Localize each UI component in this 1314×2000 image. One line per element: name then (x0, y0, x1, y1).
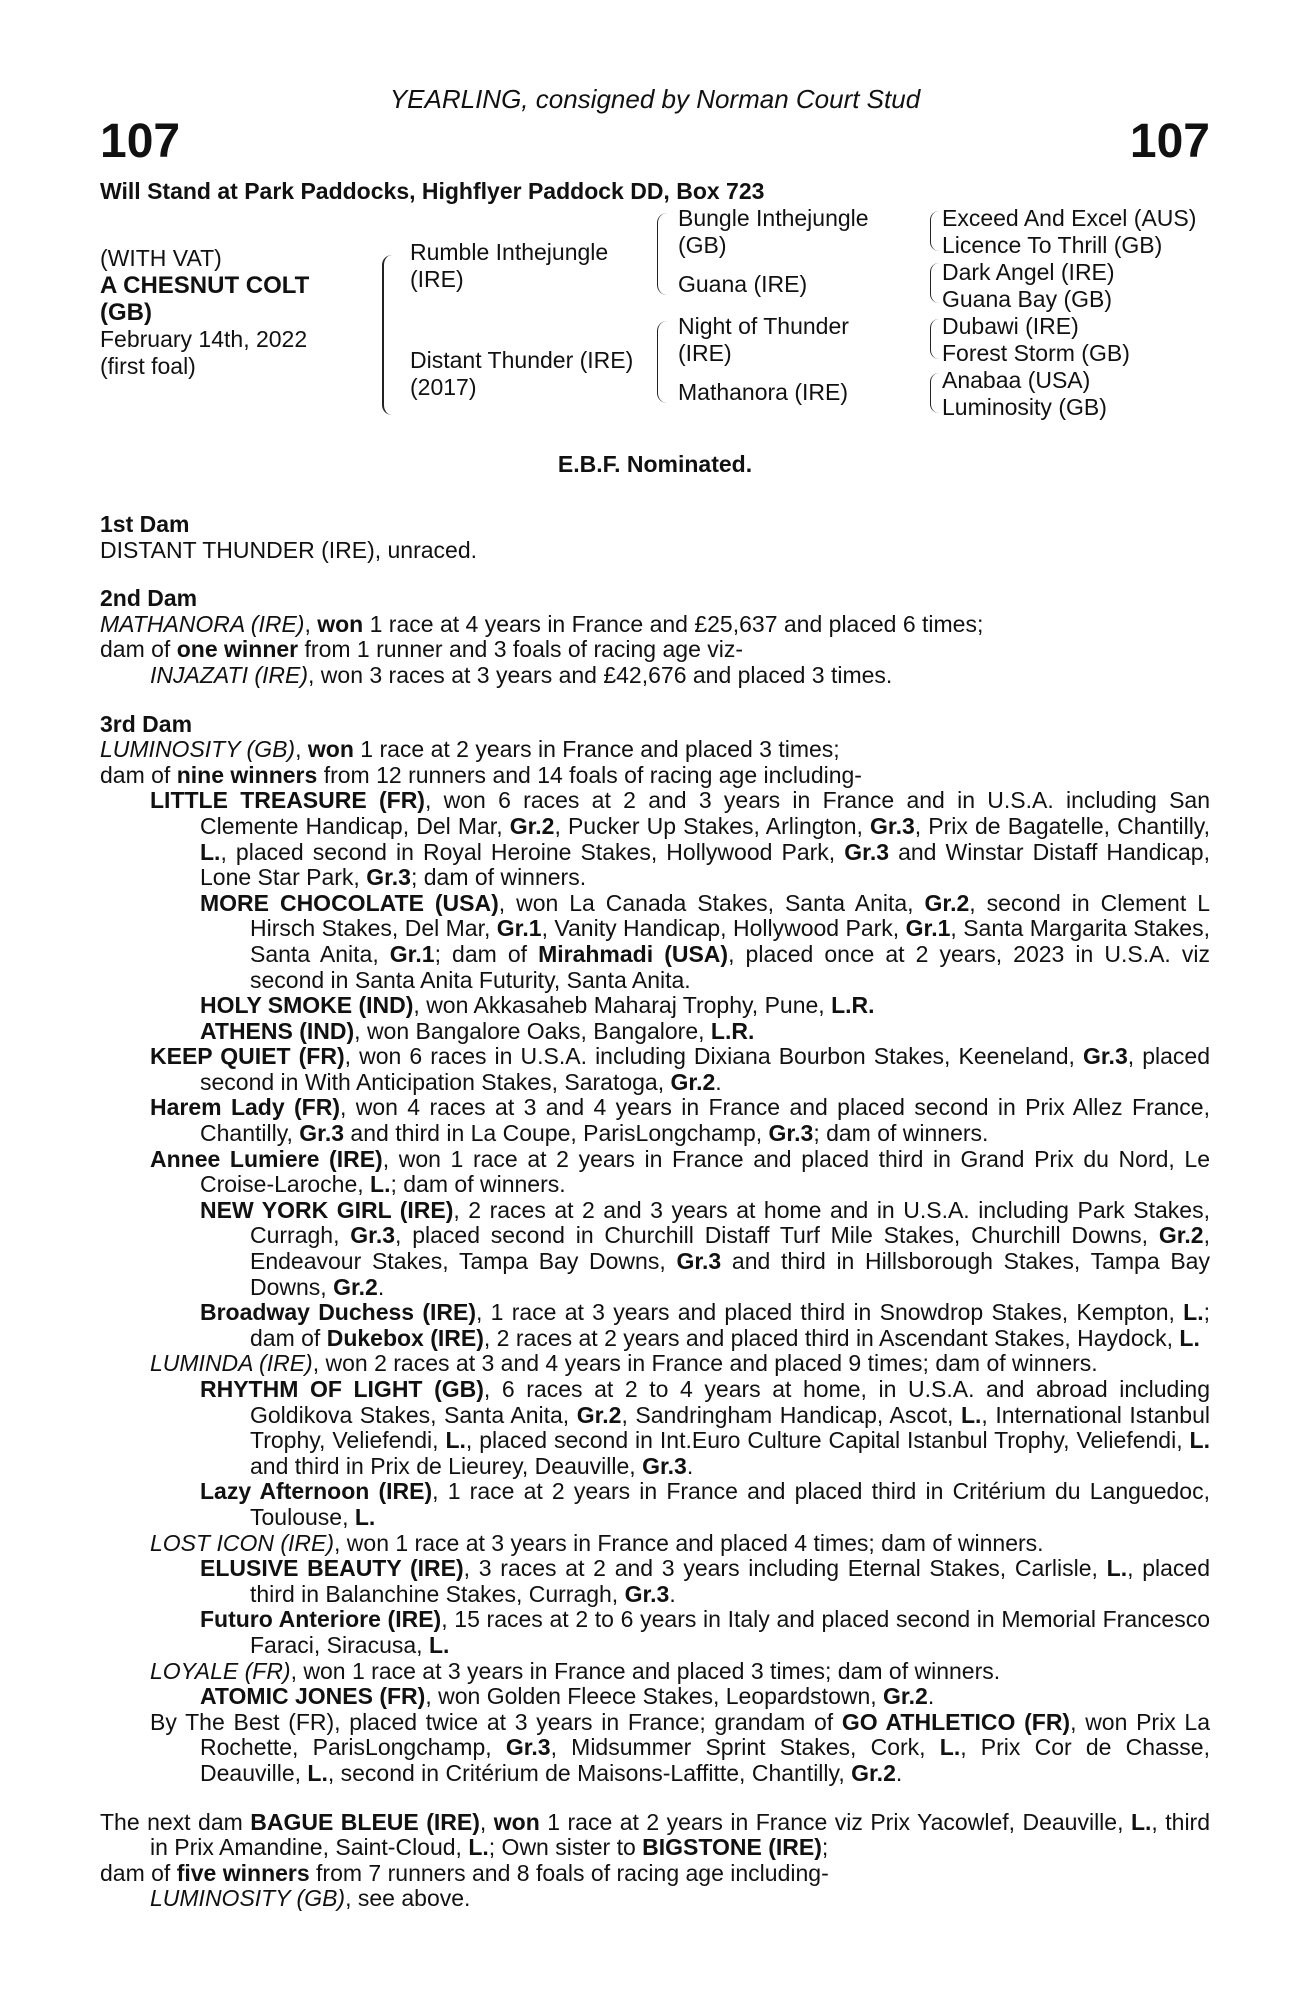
entry-rhythm-of-light: RHYTHM OF LIGHT (GB), 6 races at 2 to 4 years at home, in U.S.A. and abroad including Goldikova Stakes, Santa Anita, Gr.2, Sandringham Handicap, Ascot, L., International Istanbul Trophy, Veliefendi, L., placed second in Int.Euro Culture Capital Istanbul Trophy, Veliefendi, L. and third in Prix de Lieurey, Deauville, Gr.3. (200, 1376, 1211, 1479)
next-dam-line1: The next dam BAGUE BLEUE (IRE), won 1 race at 2 years in France viz Prix Yacowlef, Deauville, L., third in Prix Amandine, Saint-Cloud, L.; Own sister to BIGSTONE (IRE); (100, 1808, 1211, 1861)
entry-new-york-girl: NEW YORK GIRL (IRE), 2 races at 2 and 3 years at home and in U.S.A. including Park Stakes, Curragh, Gr.3, placed second in Churchill Distaff Turf Mile Stakes, Churchill Downs, Gr.2, Endeavour Stakes, Tampa Bay Downs, Gr.3 and third in Hillsborough Stakes, Tampa Bay Downs, Gr.2. (200, 1196, 1210, 1300)
second-dam-produce: INJAZATI (IRE), won 3 races at 3 years and £42,676 and placed 3 times. (150, 661, 893, 688)
pedigree-brace-main (382, 255, 398, 415)
entry-holy-smoke: HOLY SMOKE (IND), won Akkasaheb Maharaj Trophy, Pune, L.R. (200, 992, 875, 1019)
entry-little-treasure: LITTLE TREASURE (FR), won 6 races at 2 and 3 years in France and in U.S.A. including San Clemente Handicap, Del Mar, Gr.2, Pucker Up Stakes, Arlington, Gr.3, Prix de Bagatelle, Chantilly, L., placed second in Royal Heroine Stakes, Hollywood Park, Gr.3 and Winstar Distaff Handicap, Lone Star Park, Gr.3; dam of winners. (150, 787, 1210, 891)
lot-number-left: 107 (100, 115, 181, 168)
sire-sire-name: Bungle Inthejungle (678, 205, 869, 231)
horse-country: (GB) (100, 299, 152, 326)
first-dam-text: DISTANT THUNDER (IRE), unraced. (100, 536, 478, 563)
grandsire-2: Dark Angel (IRE) (942, 259, 1115, 285)
third-dam-heading: 3rd Dam (100, 710, 193, 737)
dam-name: Distant Thunder (IRE) (410, 347, 634, 373)
sire-sire-country: (GB) (678, 232, 727, 258)
entry-luminda: LUMINDA (IRE), won 2 races at 3 and 4 years in France and placed 9 times; dam of winners. (150, 1350, 1098, 1377)
lot-header (100, 84, 1210, 168)
pedigree-table (100, 205, 1210, 435)
entry-broadway-duchess: Broadway Duchess (IRE), 1 race at 3 years and placed third in Snowdrop Stakes, Kempton, L.; dam of Dukebox (IRE), 2 races at 2 years and placed third in Ascendant Stakes, Haydock, L. (200, 1299, 1210, 1351)
second-dam-heading: 2nd Dam (100, 585, 198, 612)
stand-location: Will Stand at Park Paddocks, Highflyer Paddock DD, Box 723 (100, 178, 765, 204)
pedigree-brace-g1 (930, 211, 939, 251)
first-dam-heading: 1st Dam (100, 511, 190, 537)
entry-lost-icon: LOST ICON (IRE), won 1 race at 3 years in France and placed 4 times; dam of winners. (150, 1529, 1044, 1556)
foaling-date: February 14th, 2022 (100, 326, 308, 352)
granddam-4: Luminosity (GB) (942, 394, 1107, 420)
second-dam-line1: MATHANORA (IRE), won 1 race at 4 years in France and £25,637 and placed 6 times; (100, 610, 984, 637)
grandsire-1: Exceed And Excel (AUS) (942, 205, 1197, 231)
entry-elusive-beauty: ELUSIVE BEAUTY (IRE), 3 races at 2 and 3 years including Eternal Stakes, Carlisle, L., placed third in Balanchine Stakes, Curragh, Gr.3. (200, 1555, 1210, 1607)
grandsire-4: Anabaa (USA) (942, 367, 1091, 393)
next-dam-line2: dam of five winners from 7 runners and 8 foals of racing age including- (100, 1859, 829, 1886)
third-dam-line2: dam of nine winners from 12 runners and 14 foals of racing age including- (100, 761, 862, 788)
first-dam-section (100, 512, 1210, 563)
pedigree-brace-g2 (930, 263, 939, 303)
granddam-1: Licence To Thrill (GB) (942, 232, 1163, 258)
sire-name: Rumble Inthejungle (410, 239, 609, 265)
dam-sire-name: Night of Thunder (678, 313, 849, 339)
entry-atomic-jones: ATOMIC JONES (FR), won Golden Fleece Stakes, Leopardstown, Gr.2. (200, 1683, 935, 1710)
entry-futuro-anteriore: Futuro Anteriore (IRE), 15 races at 2 to 6 years in Italy and placed second in Memorial Francesco Faraci, Siracusa, L. (200, 1606, 1210, 1658)
entry-by-the-best: By The Best (FR), placed twice at 3 years in France; grandam of GO ATHLETICO (FR), won Prix La Rochette, ParisLongchamp, Gr.3, Midsummer Sprint Stakes, Cork, L., Prix Cor de Chasse, Deauville, L., second in Critérium de Maisons-Laffitte, Chantilly, Gr.2. (150, 1708, 1210, 1786)
second-dam-section (100, 586, 1210, 688)
sire-country: (IRE) (410, 266, 464, 292)
entry-athens: ATHENS (IND), won Bangalore Oaks, Bangalore, L.R. (200, 1017, 755, 1044)
horse-name: A CHESNUT COLT (100, 272, 310, 299)
entry-annee-lumiere: Annee Lumiere (IRE), won 1 race at 2 years in France and placed third in Grand Prix du Nord, Le Croise-Laroche, L.; dam of winners. (150, 1145, 1210, 1198)
entry-lazy-afternoon: Lazy Afternoon (IRE), 1 race at 2 years in France and placed third in Critérium du Languedoc, Toulouse, L. (200, 1478, 1210, 1530)
dam-dam-name: Mathanora (IRE) (678, 379, 849, 405)
pedigree-brace-sire (657, 213, 668, 295)
dam-sire-country: (IRE) (678, 340, 732, 366)
lot-number-right: 107 (1129, 115, 1210, 168)
entry-harem-lady: Harem Lady (FR), won 4 races at 3 and 4 years in France and placed second in Prix Allez France, Chantilly, Gr.3 and third in La Coupe, ParisLongchamp, Gr.3; dam of winners. (150, 1094, 1210, 1147)
granddam-2: Guana Bay (GB) (942, 286, 1113, 312)
next-dam-section (100, 1810, 1210, 1912)
entry-more-chocolate: MORE CHOCOLATE (USA), won La Canada Stakes, Santa Anita, Gr.2, second in Clement L Hirsch Stakes, Del Mar, Gr.1, Vanity Handicap, Hollywood Park, Gr.1, Santa Margarita Stakes, Santa Anita, Gr.1; dam of Mirahmadi (USA), placed once at 2 years, 2023 in U.S.A. viz second in Santa Anita Futurity, Santa Anita. (200, 889, 1211, 993)
ebf-nomination: E.B.F. Nominated. (557, 451, 753, 477)
consignment-line: YEARLING, consigned by Norman Court Stud (389, 84, 921, 114)
pedigree-brace-dam (657, 321, 668, 403)
vat-note: (WITH VAT) (100, 245, 222, 271)
sire-dam-name: Guana (IRE) (678, 271, 808, 297)
catalogue-page (100, 84, 1210, 1912)
granddam-3: Forest Storm (GB) (942, 340, 1130, 366)
foal-note: (first foal) (100, 353, 196, 379)
next-dam-produce: LUMINOSITY (GB), see above. (150, 1885, 471, 1912)
entry-loyale: LOYALE (FR), won 1 race at 3 years in France and placed 3 times; dam of winners. (150, 1657, 1001, 1684)
entry-keep-quiet: KEEP QUIET (FR), won 6 races in U.S.A. including Dixiana Bourbon Stakes, Keeneland, Gr.3, placed second in With Anticipation Stakes, Saratoga, Gr.2. (150, 1043, 1210, 1095)
pedigree-brace-g3 (930, 319, 939, 359)
pedigree-brace-g4 (930, 373, 939, 413)
dam-year: (2017) (410, 374, 477, 400)
grandsire-3: Dubawi (IRE) (942, 313, 1079, 339)
third-dam-line1: LUMINOSITY (GB), won 1 race at 2 years in France and placed 3 times; (100, 736, 840, 763)
third-dam-section (100, 712, 1210, 1787)
second-dam-line2: dam of one winner from 1 runner and 3 foals of racing age viz- (100, 636, 744, 663)
